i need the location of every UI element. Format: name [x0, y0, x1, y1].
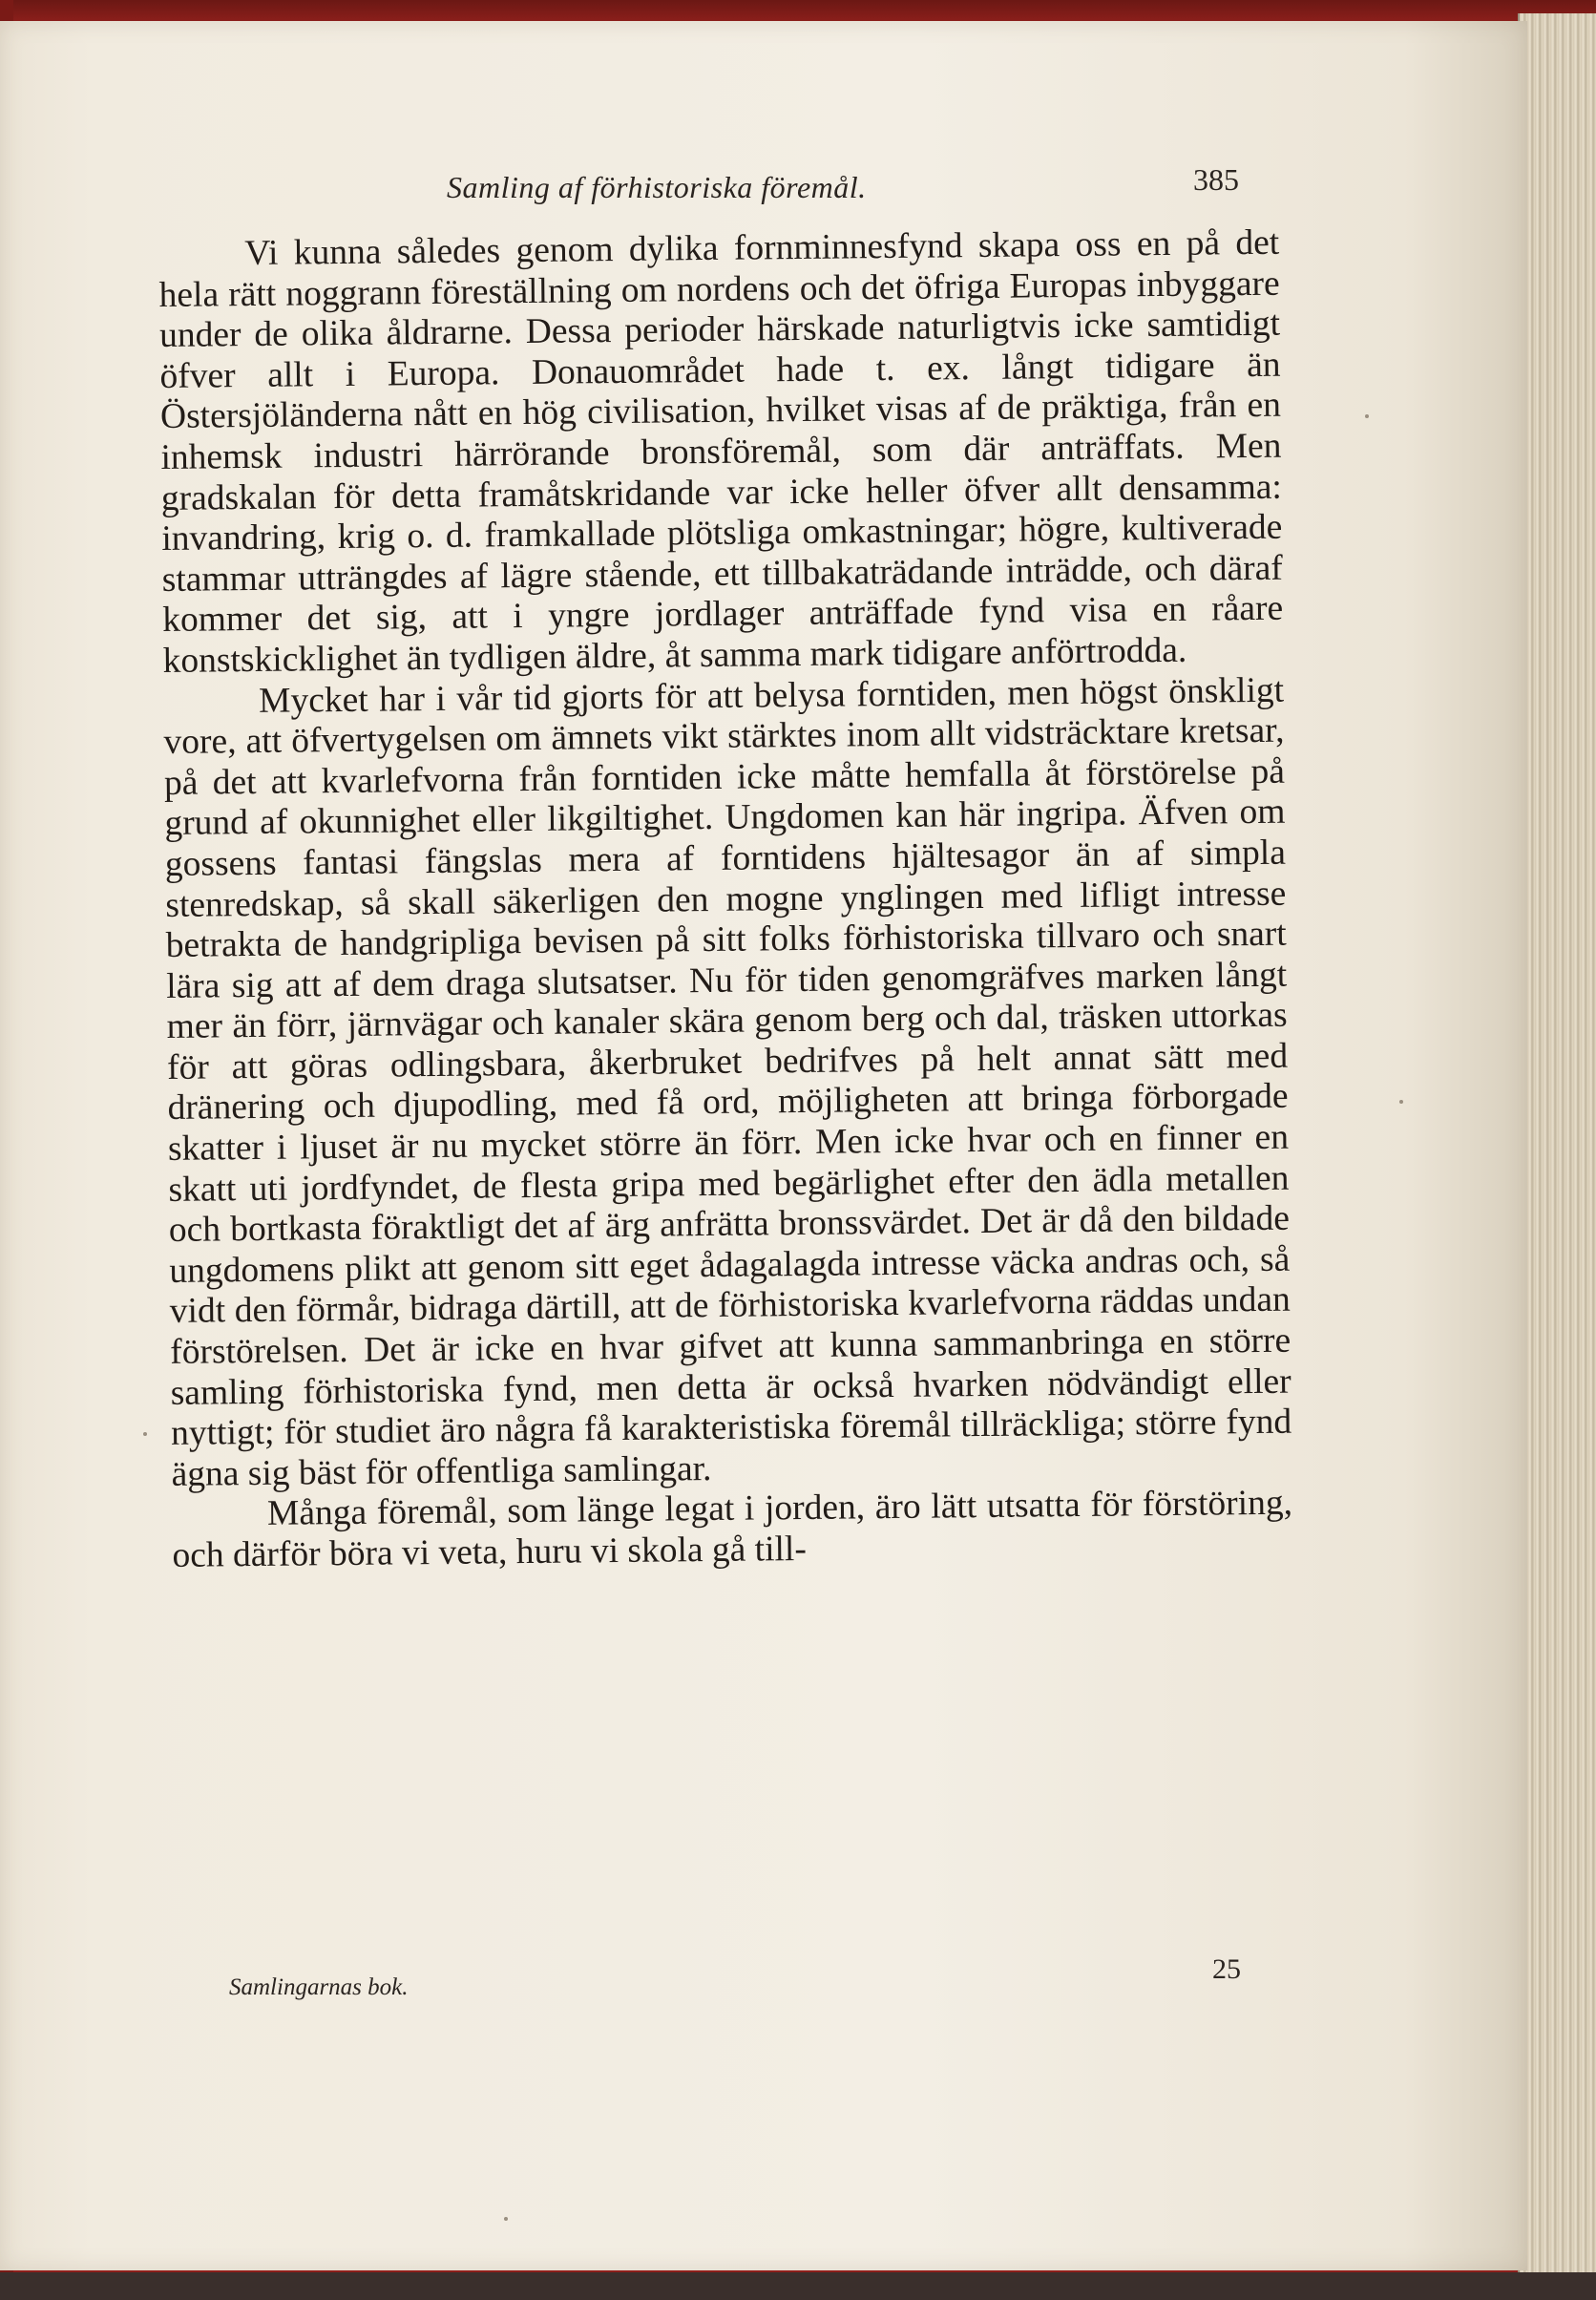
book-cover-bottom-edge: [0, 2272, 1596, 2300]
paragraph-2: Mycket har i vår tid gjorts för att belysa forntiden, men högst önskligt vore, att öfvertygelsen om ämnets vikt stärktes inom allt vidsträcktare kretsar, på det att kvarlefvorna från forntiden icke måtte hemfalla åt förstörelse på grund af okunnighet eller likgiltighet. Ungdomen kan här ingripa. Äfven om gossens fantasi fängslas mera af forntidens hjältesagor än af simpla stenredskap, så skall säkerligen den mogne ynglingen med lifligt intresse betrakta de handgripliga bevisen på sitt folks förhistoriska tillvaro och snart lära sig att af dem draga slutsatser. Nu för tiden genomgräfves marken långt mer än förr, järnvägar och kanaler skära genom berg och dal, träsken uttorkas för att göras odlingsbara, åkerbruket bedrifves på helt annat sätt med dränering och djupodling, med få ord, möjligheten att bringa förborgade skatter i ljuset är nu mycket större än förr. Men icke hvar och en finner en skatt uti jordfyndet, de flesta gripa med begärlighet efter den ädla metallen och bortkasta föraktligt det af ärg anfrätta bronssvärdet. Det är då den bildade ungdomens plikt att genom sitt eget ådagalagda intresse väcka andras och, så vidt den förmår, bidraga därtill, att de förhistoriska kvarlefvorna räddas undan förstörelsen. Det är icke en hvar gifvet att kunna sammanbringa en större samling förhistoriska fynd, men detta är också hvarken nödvändigt eller nyttigt; för studiet äro några få karakteristiska föremål tillräckliga; större fynd ägna sig bäst för offentliga samlingar.: [163, 670, 1292, 1494]
sheet-number: 25: [1212, 1953, 1241, 1985]
paper-speck: [504, 2217, 508, 2221]
page-edges-stack: [1518, 13, 1596, 2272]
book-cover-top-edge: [0, 0, 1596, 23]
page-number: 385: [1193, 162, 1239, 197]
running-title: Samling af förhistoriska föremål.: [447, 170, 867, 204]
paper-speck: [1399, 1100, 1403, 1104]
paragraph-3: Många föremål, som länge legat i jorden, äro lätt utsatta för förstöring, och därför böra vi veta, huru vi skola gå till-: [172, 1484, 1293, 1575]
paragraph-1: Vi kunna således genom dylika fornminnesfynd skapa oss en på det hela rätt noggrann föreställning om nordens och det öfriga Europas inbyggare under de olika åldrarne. Dessa perioder härskade naturligtvis icke samtidigt öfver allt i Europa. Donauområdet hade t. ex. långt tidigare än Östersjöländerna nått en hög civilisation, hvilket visas af de präktiga, från en inhemsk industri härrörande bronsföremål, som där anträffats. Men gradskalan för detta framåtskridande var icke heller öfver allt densamma: invandring, krig o. d. framkallade plötsliga omkastningar; högre, kultiverade stammar utträngdes af lägre stående, ett tillbakaträdande inträdde, och däraf kommer det sig, att i yngre jordlager anträffade fynd visa en råare konstskicklighet än tydligen äldre, åt samma mark tidigare anförtrodda.: [158, 222, 1284, 681]
signature-mark: Samlingarnas bok.: [229, 1974, 409, 2000]
paper-speck: [143, 1432, 147, 1436]
paper-speck: [1365, 414, 1369, 418]
page-footer: [229, 1953, 1260, 2001]
body-text: [158, 223, 1293, 1577]
running-header: [447, 162, 1258, 218]
